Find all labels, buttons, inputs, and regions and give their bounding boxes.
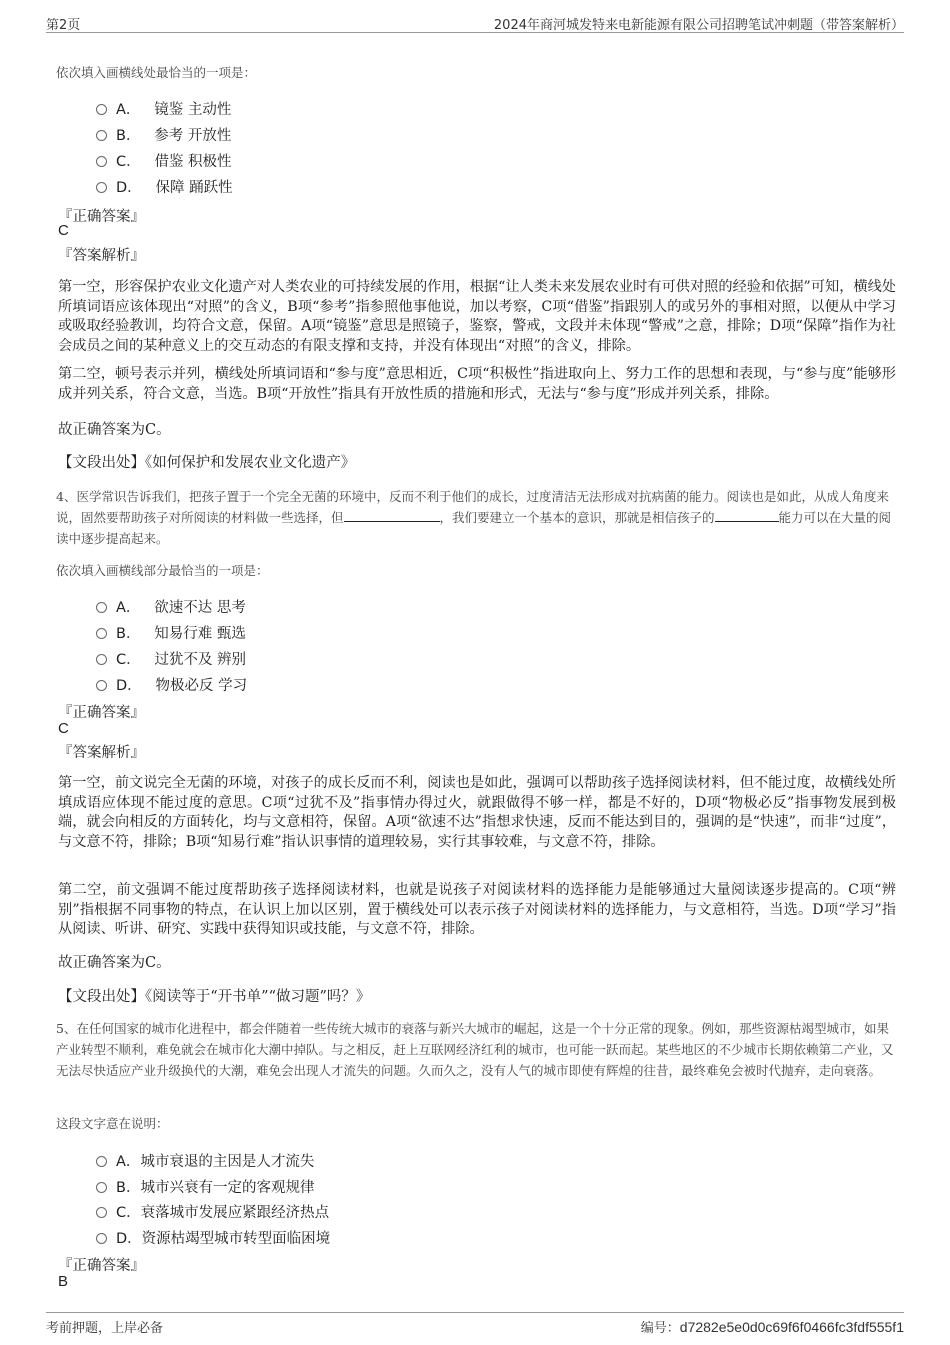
- q3-answer: C: [58, 222, 69, 239]
- radio-icon[interactable]: [96, 1182, 107, 1193]
- radio-icon[interactable]: [96, 628, 107, 639]
- q5-option-b[interactable]: B．城市兴衰有一定的客观规律: [96, 1176, 314, 1197]
- q5-stem: 5、在任何国家的城市化进程中，都会伴随着一些传统大城市的衰落与新兴大城市的崛起，这是一个十分正常的现象。例如，那些资源枯竭型城市，如果产业转型不顺利，难免就会在城市化大潮中掉队。与之相反，赶上互联网经济红利的城市，也可能一跃而起。某些地区的不少城市长期依赖第二产业，又无法尽快适应产业升级换代的大潮，难免会出现人才流失的问题。久而久之，没有人气的城市即使有辉煌的往昔，最终难免会被时代抛弃，走向衰落。: [56, 1021, 894, 1078]
- footer-code: 编号：d7282e5e0d0c69f6f0466fc3fdf555f1: [640, 1319, 904, 1336]
- q3-option-a[interactable]: A． 镜鉴 主动性: [96, 98, 231, 119]
- q5-prompt: 这段文字意在说明：: [56, 1116, 169, 1131]
- q5-option-d[interactable]: D．资源枯竭型城市转型面临困境: [96, 1227, 330, 1248]
- q3-conclusion: 故正确答案为C。: [58, 422, 171, 438]
- radio-icon[interactable]: [96, 182, 107, 193]
- page-header: [46, 10, 904, 33]
- q3-answer-label: 『正确答案』: [58, 209, 145, 225]
- radio-icon[interactable]: [96, 1233, 107, 1244]
- q4-analysis-p1: 第一空，前文说完全无菌的环境，对孩子的成长反而不利，阅读也是如此，强调可以帮助孩子选择阅读材料，但不能过度，故横线处所填成语应体现不能过度的意思。C项“过犹不及”指事情办得过火，就跟做得不够一样，都是不好的，D项“物极必反”指事物发展到极端，就会向相反的方面转化，均与文意相符，保留。A项“欲速不达”指想求快速，反而不能达到目的，强调的是“快速”，而非“过度”，与文意不符，排除；B项“知易行难”指认识事情的道理较易，实行其事较难，与文意不符，排除。: [58, 775, 896, 850]
- radio-icon[interactable]: [96, 104, 107, 115]
- q4-analysis-p2: 第二空，前文强调不能过度帮助孩子选择阅读材料，也就是说孩子对阅读材料的选择能力是能够通过大量阅读逐步提高的。C项“辨别”指根据不同事物的特点，在认识上加以区别，置于横线处可以表示孩子对阅读材料的选择能力，与文意相符，当选。D项“学习”指从阅读、听讲、研究、实践中获得知识或技能，与文意不符，排除。: [58, 882, 896, 937]
- q4-prompt: 依次填入画横线部分最恰当的一项是：: [56, 563, 269, 578]
- q4-stem: 4、医学常识告诉我们，把孩子置于一个完全无菌的环境中，反而不利于他们的成长，过度清洁无法形成对抗病菌的能力。阅读也是如此，从成人角度来说，固然要帮助孩子对所阅读的材料做一些选择，但 ，我们要建立一个基本的意识，那就是相信孩子的 能力可以在大量的阅读中逐步提高起来。: [56, 489, 892, 546]
- q4-answer: C: [58, 720, 69, 737]
- blank-line: [344, 509, 440, 522]
- page-footer: [46, 1312, 904, 1343]
- q4-option-a[interactable]: A． 欲速不达 思考: [96, 596, 246, 617]
- q3-prompt: 依次填入画横线处最恰当的一项是：: [56, 65, 257, 80]
- q3-analysis-p1: 第一空，形容保护农业文化遗产对人类农业的可持续发展的作用，根据“让人类未来发展农业时有可供对照的经验和依据”可知，横线处所填词语应该体现出“对照”的含义，B项“参考”指参照他事他说，加以考察，C项“借鉴”指跟别人的或另外的事相对照，以便从中学习或吸取经验教训，均符合文意，保留。A项“镜鉴”意思是照镜子，鉴察，警戒，文段并未体现“警戒”之意，排除；D项“保障”指作为社会成员之间的某种意义上的交互动态的有限支撑和支持，并没有体现出“对照”的含义，排除。: [58, 279, 896, 354]
- radio-icon[interactable]: [96, 156, 107, 167]
- q5-option-c[interactable]: C．衰落城市发展应紧跟经济热点: [96, 1201, 329, 1222]
- radio-icon[interactable]: [96, 602, 107, 613]
- q3-analysis-p2: 第二空，顿号表示并列，横线处所填词语和“参与度”意思相近，C项“积极性”指进取向上、努力工作的思想和表现，与“参与度”能够形成并列关系，符合文意，当选。B项“开放性”指具有开放性质的措施和形式，无法与“参与度”形成并列关系，排除。: [58, 366, 896, 402]
- q4-option-d[interactable]: D． 物极必反 学习: [96, 674, 247, 695]
- q3-option-b[interactable]: B． 参考 开放性: [96, 124, 231, 145]
- q3-option-c[interactable]: C． 借鉴 积极性: [96, 150, 232, 171]
- document-title: 2024年商河城发特来电新能源有限公司招聘笔试冲刺题（带答案解析）: [493, 18, 904, 33]
- q5-option-a[interactable]: A．城市衰退的主因是人才流失: [96, 1150, 314, 1171]
- page-number: 第2页: [46, 18, 81, 33]
- q4-conclusion: 故正确答案为C。: [58, 955, 171, 971]
- blank-line: [715, 509, 779, 522]
- q5-answer: B: [58, 1273, 69, 1290]
- q4-analysis-label: 『答案解析』: [58, 745, 145, 761]
- q4-answer-label: 『正确答案』: [58, 705, 145, 721]
- q4-option-b[interactable]: B． 知易行难 甄选: [96, 622, 246, 643]
- radio-icon[interactable]: [96, 680, 107, 691]
- q3-source: 【文段出处】《如何保护和发展农业文化遗产》: [58, 455, 356, 471]
- q5-answer-label: 『正确答案』: [58, 1258, 145, 1274]
- radio-icon[interactable]: [96, 1156, 107, 1167]
- radio-icon[interactable]: [96, 1207, 107, 1218]
- q3-analysis-label: 『答案解析』: [58, 248, 145, 264]
- q3-option-d[interactable]: D． 保障 踊跃性: [96, 176, 233, 197]
- q4-source: 【文段出处】《阅读等于“开书单”“做习题”吗？》: [58, 989, 371, 1005]
- radio-icon[interactable]: [96, 130, 107, 141]
- footer-motto: 考前押题，上岸必备: [46, 1321, 164, 1336]
- q4-option-c[interactable]: C． 过犹不及 辨别: [96, 648, 246, 669]
- radio-icon[interactable]: [96, 654, 107, 665]
